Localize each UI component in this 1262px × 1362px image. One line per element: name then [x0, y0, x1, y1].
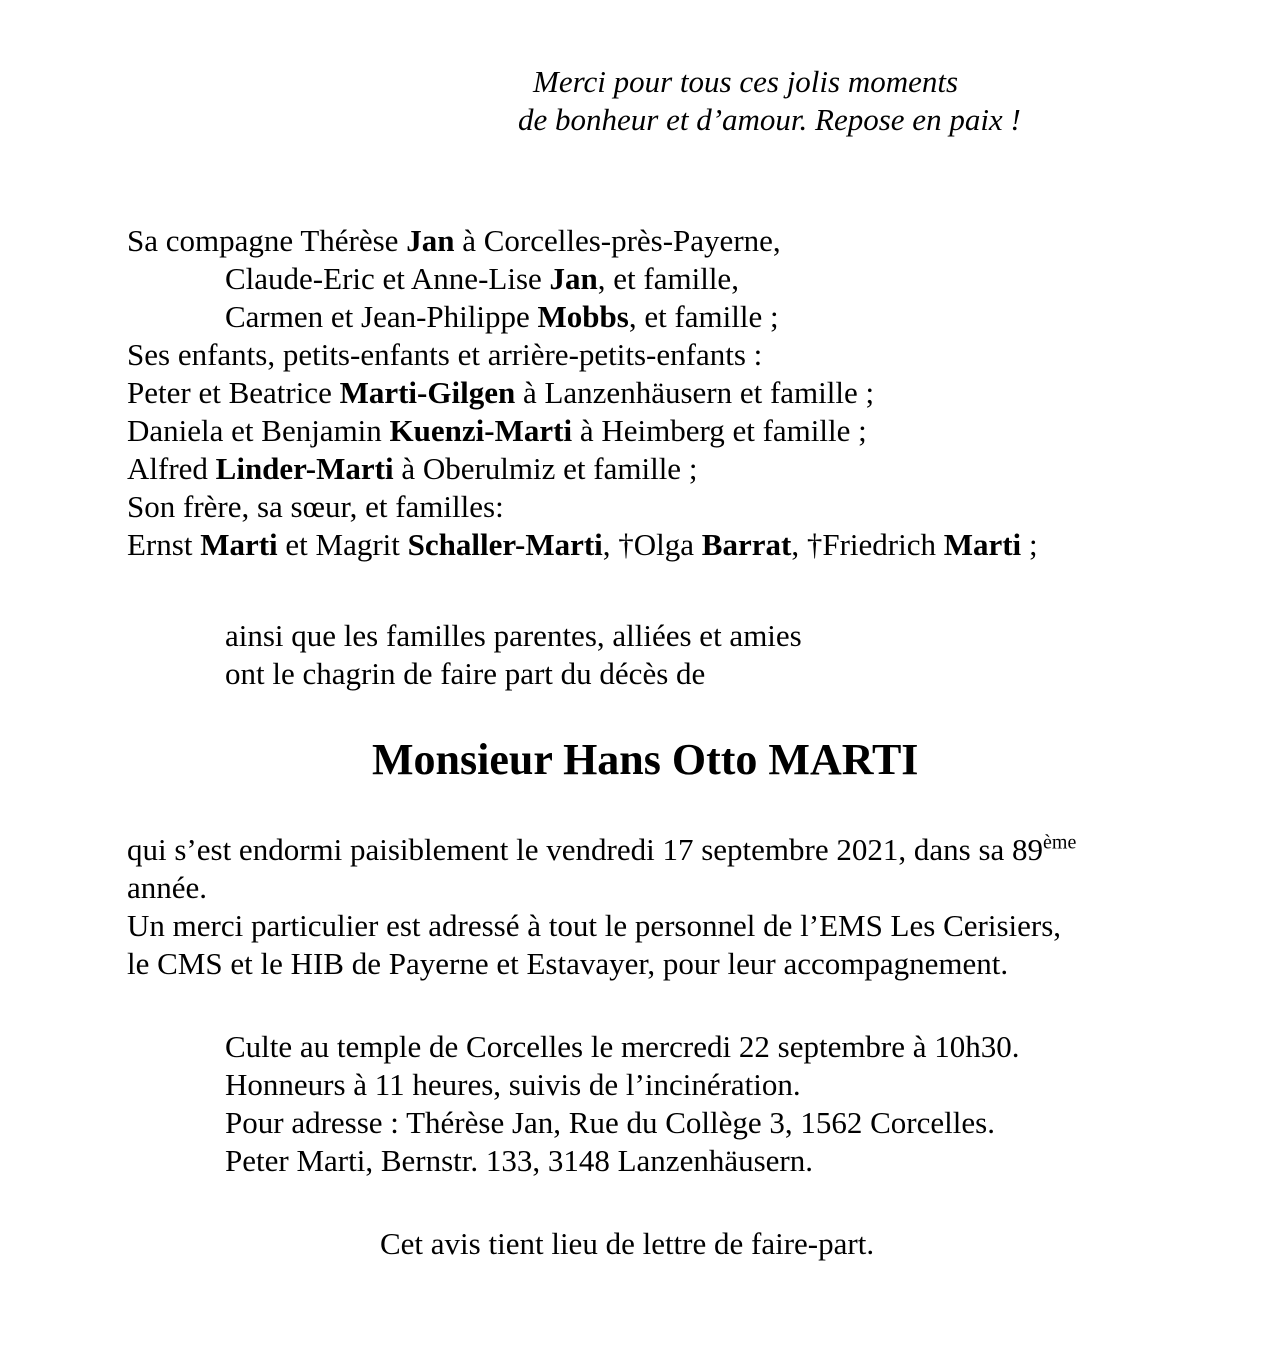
- family-line-daniela: [127, 412, 1038, 450]
- text-segment: Kuenzi-Marti: [389, 413, 573, 448]
- family-list: [127, 222, 1038, 564]
- epigraph-line-1: Merci pour tous ces jolis moments: [533, 64, 959, 99]
- text-segment: Un merci particulier est adressé à tout le personnel de l’EMS Les Cerisiers,: [127, 908, 1062, 943]
- text-segment: Ernst: [127, 527, 201, 562]
- text-segment: Linder-Marti: [215, 451, 394, 486]
- text-segment: à Oberulmiz et famille ;: [393, 451, 698, 486]
- family-line-carmen: [127, 298, 1038, 336]
- ceremony-honours-line: Honneurs à 11 heures, suivis de l’incinération.: [225, 1067, 801, 1102]
- ceremony-service-line: Culte au temple de Corcelles le mercredi 22 septembre à 10h30.: [225, 1029, 1020, 1064]
- text-segment: Schaller-Marti: [407, 527, 603, 562]
- text-segment: Son frère, sa sœur, et familles:: [127, 489, 504, 524]
- family-line-claude-eric: [127, 260, 1038, 298]
- family-line-children-header: [127, 336, 1038, 374]
- text-segment: et Magrit: [277, 527, 408, 562]
- text-segment: Mobbs: [537, 299, 629, 334]
- epigraph-line-2: de bonheur et d’amour. Repose en paix !: [518, 102, 1021, 137]
- ceremony-address-line-1: Pour adresse : Thérèse Jan, Rue du Collège 3, 1562 Corcelles.: [225, 1105, 995, 1140]
- text-segment: qui s’est endormi paisiblement le vendredi 17 septembre 2021, dans sa 89: [127, 832, 1044, 867]
- text-segment: le CMS et le HIB de Payerne et Estavayer, pour leur accompagnement.: [127, 946, 1009, 981]
- family-line-peter: [127, 374, 1038, 412]
- grief-line-1: ainsi que les familles parentes, alliées et amies: [225, 618, 802, 653]
- text-segment: à Heimberg et famille ;: [572, 413, 867, 448]
- text-segment: Ses enfants, petits-enfants et arrière-petits-enfants :: [127, 337, 763, 372]
- text-segment: Barrat: [701, 527, 792, 562]
- ceremony-details: [225, 1028, 1020, 1180]
- text-segment: , †Olga: [602, 527, 702, 562]
- text-segment: ;: [1021, 527, 1038, 562]
- closing-note: Cet avis tient lieu de lettre de faire-part.: [380, 1226, 875, 1261]
- text-segment: Marti: [943, 527, 1022, 562]
- text-segment: Carmen et Jean-Philippe: [225, 299, 538, 334]
- death-date-line: [127, 831, 1076, 869]
- text-segment: ème: [1043, 831, 1077, 854]
- text-segment: Claude-Eric et Anne-Lise: [225, 261, 550, 296]
- family-line-ernst: [127, 526, 1038, 564]
- text-segment: Peter et Beatrice: [127, 375, 340, 410]
- family-line-companion: [127, 222, 1038, 260]
- text-segment: à Corcelles-près-Payerne,: [454, 223, 781, 258]
- thanks-line-2: [127, 945, 1076, 983]
- text-segment: Daniela et Benjamin: [127, 413, 390, 448]
- death-details: [127, 831, 1076, 983]
- ceremony-address-line-2: Peter Marti, Bernstr. 133, 3148 Lanzenhäusern.: [225, 1143, 813, 1178]
- epigraph: [518, 63, 1021, 139]
- text-segment: année.: [127, 870, 208, 905]
- death-date-line-2: [127, 869, 1076, 907]
- text-segment: Jan: [549, 261, 598, 296]
- grief-line-2: ont le chagrin de faire part du décès de: [225, 656, 706, 691]
- text-segment: Marti: [200, 527, 278, 562]
- text-segment: Marti-Gilgen: [339, 375, 516, 410]
- family-line-siblings-header: [127, 488, 1038, 526]
- deceased-name-heading: Monsieur Hans Otto MARTI: [372, 735, 919, 784]
- text-segment: , †Friedrich: [791, 527, 944, 562]
- text-segment: , et famille,: [597, 261, 739, 296]
- grief-statement: [225, 617, 802, 693]
- family-line-alfred: [127, 450, 1038, 488]
- text-segment: Jan: [406, 223, 455, 258]
- text-segment: à Lanzenhäusern et famille ;: [515, 375, 875, 410]
- text-segment: , et famille ;: [628, 299, 779, 334]
- thanks-line-1: [127, 907, 1076, 945]
- text-segment: Alfred: [127, 451, 216, 486]
- text-segment: Sa compagne Thérèse: [127, 223, 407, 258]
